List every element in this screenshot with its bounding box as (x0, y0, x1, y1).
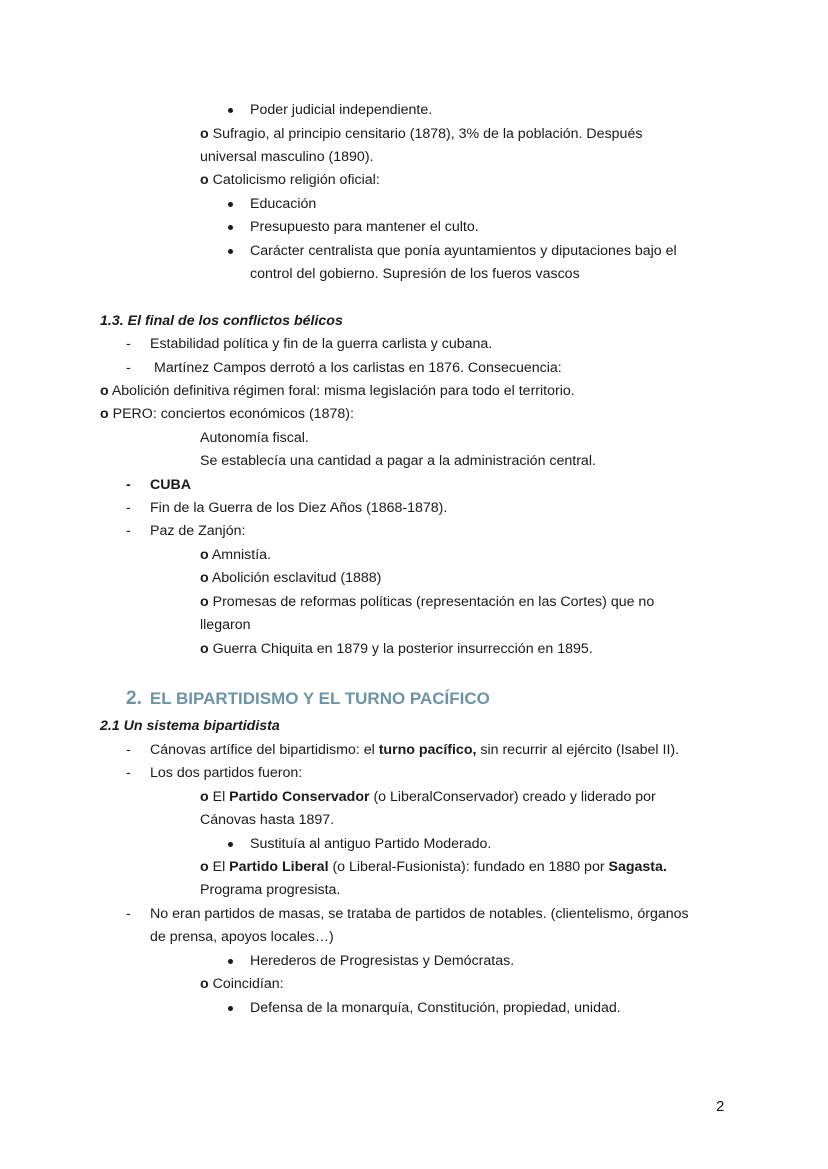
paz-zanjon: Paz de Zanjón: (150, 523, 246, 539)
bullet-icon (228, 959, 233, 964)
bullet-centralista: Carácter centralista que ponía ayuntamientos y diputaciones bajo el (250, 243, 677, 259)
zanjon-promesas-cont: llegaron (200, 617, 251, 633)
o-marker: o (100, 383, 109, 399)
zanjon-promesas: o Promesas de reformas políticas (representación en las Cortes) que no (200, 594, 655, 610)
section-2-1-heading: 2.1 Un sistema bipartidista (100, 718, 280, 734)
section-2-heading (126, 687, 490, 710)
defensa-monarquia: Defensa de la monarquía, Constitución, propiedad, unidad. (250, 1000, 621, 1016)
dash-marker: - (126, 500, 131, 516)
dash-marker: - (126, 523, 131, 539)
partido-liberal: o El Partido Liberal (o Liberal-Fusionista): fundado en 1880 por Sagasta. (200, 859, 667, 875)
bullet-icon (228, 249, 233, 254)
no-eran-masas: No eran partidos de masas, se trataba de partidos de notables. (clientelismo, órganos (150, 906, 689, 922)
autonomia-fiscal: Autonomía fiscal. (200, 430, 309, 446)
coincidian: o Coincidían: (200, 976, 284, 992)
pero-line: o PERO: conciertos económicos (1878): (100, 406, 354, 422)
partido-conservador-cont: Cánovas hasta 1897. (200, 812, 335, 828)
dash-marker: - (126, 906, 131, 922)
no-eran-masas-cont: de prensa, apoyos locales…) (150, 929, 334, 945)
herederos: Herederos de Progresistas y Demócratas. (250, 953, 515, 969)
dash-marker: - (126, 765, 131, 781)
bullet-icon (228, 225, 233, 230)
bullet-icon (228, 842, 233, 847)
bullet-poder-judicial: Poder judicial independiente. (250, 102, 433, 118)
dos-partidos-item: Los dos partidos fueron: (150, 765, 303, 781)
page-number: 2 (716, 1098, 725, 1115)
partido-liberal-cont: Programa progresista. (200, 882, 341, 898)
bullet-centralista-cont: control del gobierno. Supresión de los fueros vascos (250, 266, 580, 282)
o-marker: o (100, 406, 109, 422)
catolicismo-line: o Catolicismo religión oficial: (200, 172, 380, 188)
o-marker: o (200, 126, 209, 142)
dash-marker: - (126, 742, 131, 758)
cuba-label: CUBA (150, 477, 191, 493)
canovas-item: Cánovas artífice del bipartidismo: el turno pacífico, sin recurrir al ejército (Isabel II). (150, 742, 680, 758)
zanjon-guerra-chiquita: o Guerra Chiquita en 1879 y la posterior insurrección en 1895. (200, 641, 593, 657)
o-marker: o (200, 172, 209, 188)
sufragio-line-2: universal masculino (1890). (200, 149, 374, 165)
fin-guerra-diez-anos: Fin de la Guerra de los Diez Años (1868-1878). (150, 500, 448, 516)
sufragio-line: o Sufragio, al principio censitario (1878), 3% de la población. Después (200, 126, 643, 142)
bullet-educacion: Educación (250, 196, 317, 212)
partido-conservador: o El Partido Conservador (o LiberalConservador) creado y liderado por (200, 789, 656, 805)
bullet-icon (228, 1006, 233, 1011)
zanjon-esclavitud: o Abolición esclavitud (1888) (200, 570, 382, 586)
bullet-presupuesto: Presupuesto para mantener el culto. (250, 219, 479, 235)
abolicion-line: o Abolición definitiva régimen foral: misma legislación para todo el territorio. (100, 383, 575, 399)
dash-marker: - (126, 477, 131, 493)
section-1-3-heading: 1.3. El final de los conflictos bélicos (100, 313, 343, 329)
zanjon-amnistia: o Amnistía. (200, 547, 271, 563)
bullet-icon (228, 202, 233, 207)
sustituia-moderado: Sustituía al antiguo Partido Moderado. (250, 836, 492, 852)
dash-marker: - (126, 360, 131, 376)
cantidad-pagar: Se establecía una cantidad a pagar a la administración central. (200, 453, 596, 469)
dash-item-estabilidad: Estabilidad política y fin de la guerra carlista y cubana. (150, 336, 493, 352)
section-number: 2. (126, 688, 142, 709)
bullet-icon (228, 108, 233, 113)
section-title: EL BIPARTIDISMO Y EL TURNO PACÍFICO (149, 689, 490, 708)
dash-item-martinez: Martínez Campos derrotó a los carlistas en 1876. Consecuencia: (154, 360, 562, 376)
dash-marker: - (126, 336, 131, 352)
